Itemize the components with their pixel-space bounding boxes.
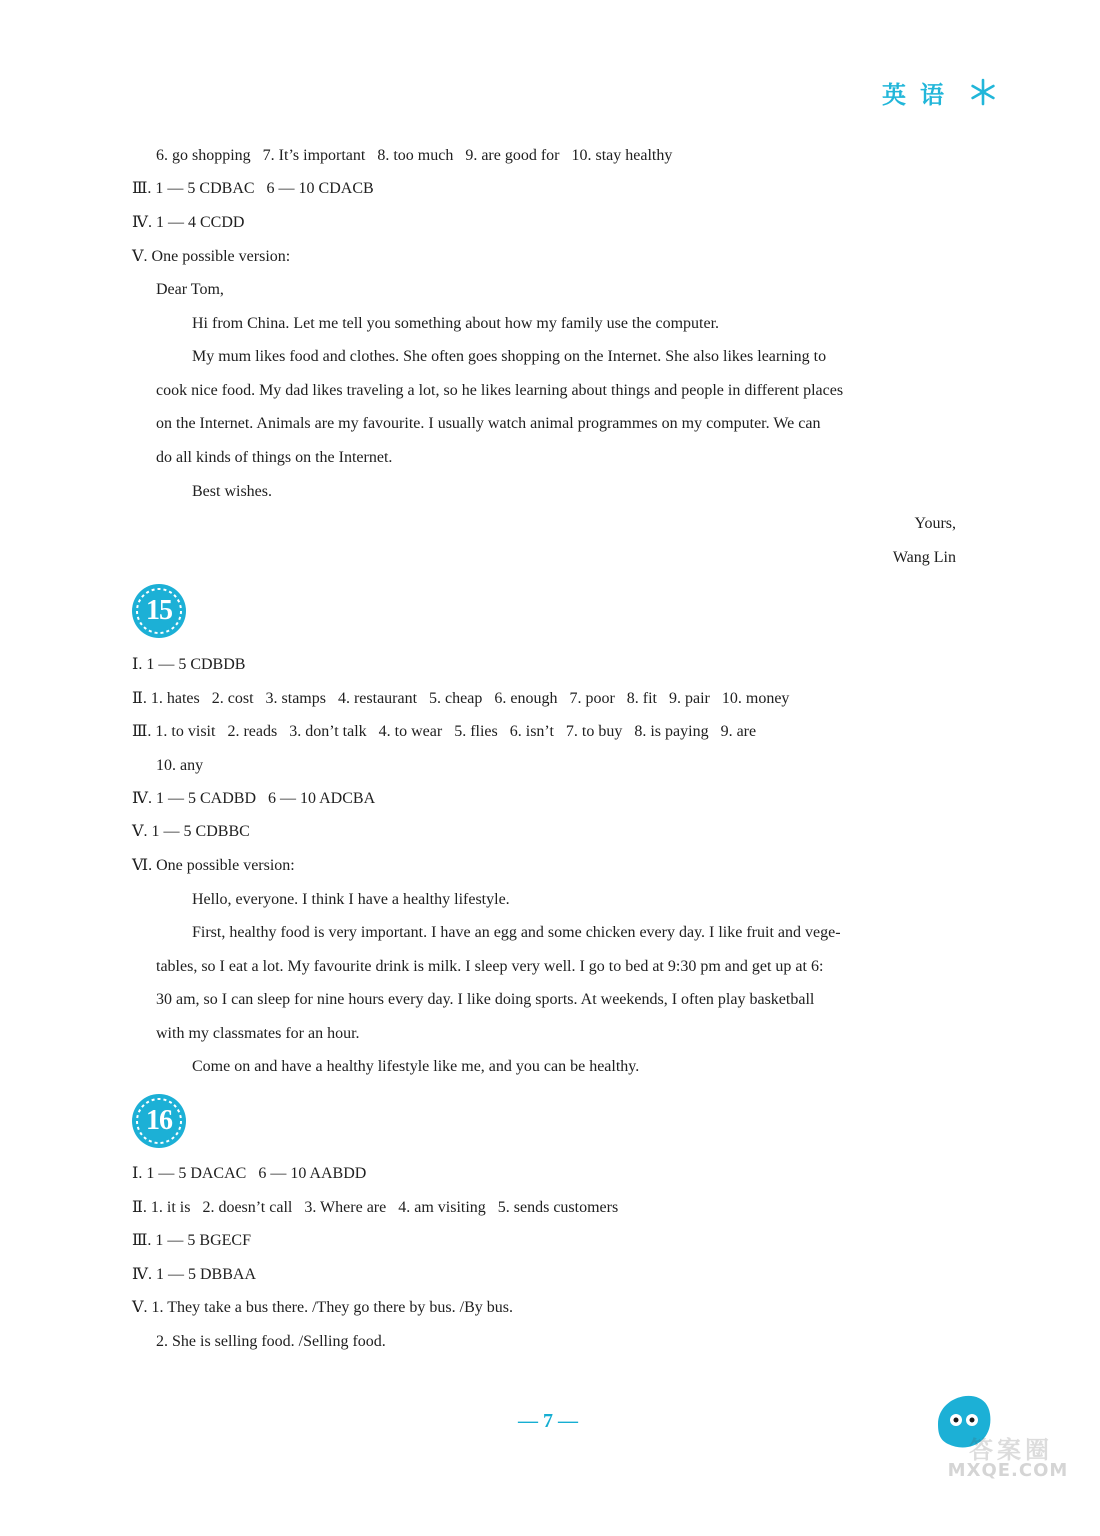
letter-paragraph-2-line-3: on the Internet. Animals are my favourite. I usually watch animal programmes on my computer. We can (156, 415, 821, 432)
s15-answer-i: Ⅰ. 1 — 5 CDBDB (132, 656, 246, 673)
watermark-url: MXQE.COM (947, 1460, 1069, 1481)
s15-essay-line-5: with my classmates for an hour. (156, 1025, 360, 1042)
s15-essay-line-2: First, healthy food is very important. I have an egg and some chicken every day. I like fruit and vege- (192, 924, 841, 941)
s15-answer-iii-line-1: Ⅲ. 1. to visit 2. reads 3. don’t talk 4. to wear 5. flies 6. isn’t 7. to buy 8. is paying 9. are (132, 723, 757, 740)
s15-answer-vi-label: Ⅵ. One possible version: (132, 857, 295, 874)
answer-iv: Ⅳ. 1 — 4 CCDD (132, 214, 245, 231)
answer-v-label: Ⅴ. One possible version: (132, 248, 291, 265)
letter-closing: Best wishes. (192, 483, 272, 500)
s16-answer-iv: Ⅳ. 1 — 5 DBBAA (132, 1266, 256, 1283)
subject-title: 英语 (882, 80, 958, 109)
letter-signature: Wang Lin (892, 549, 956, 566)
s15-essay-line-1: Hello, everyone. I think I have a healthy lifestyle. (192, 891, 510, 908)
page-header (882, 74, 998, 110)
answer-iii: Ⅲ. 1 — 5 CDBAC 6 — 10 CDACB (132, 180, 374, 197)
section-16-number: 16 (146, 1105, 172, 1136)
s16-answer-v-line-1: Ⅴ. 1. They take a bus there. /They go there by bus. /By bus. (132, 1299, 513, 1316)
s16-answer-i: Ⅰ. 1 — 5 DACAC 6 — 10 AABDD (132, 1165, 367, 1182)
letter-paragraph-2-line-4: do all kinds of things on the Internet. (156, 449, 393, 466)
s16-answer-v-line-2: 2. She is selling food. /Selling food. (156, 1333, 386, 1350)
s15-answer-iv: Ⅳ. 1 — 5 CADBD 6 — 10 ADCBA (132, 790, 376, 807)
section-15-badge (130, 582, 188, 640)
s15-answer-v: Ⅴ. 1 — 5 CDBBC (132, 823, 250, 840)
answer-line-6-10: 6. go shopping 7. It’s important 8. too much 9. are good for 10. stay healthy (156, 147, 673, 164)
s16-answer-iii: Ⅲ. 1 — 5 BGECF (132, 1232, 251, 1249)
snowflake-icon (968, 77, 998, 107)
letter-paragraph-1: Hi from China. Let me tell you something about how my family use the computer. (192, 315, 720, 332)
watermark-cn: 答案圈 (969, 1436, 1053, 1464)
letter-yours: Yours, (914, 515, 956, 532)
s15-answer-iii-line-2: 10. any (156, 757, 204, 774)
s15-essay-line-3: tables, so I eat a lot. My favourite drink is milk. I sleep very well. I go to bed at 9:30 pm and get up at 6: (156, 958, 824, 975)
page-number: — 7 — (518, 1410, 578, 1432)
watermark (928, 1384, 1088, 1524)
s15-essay-line-4: 30 am, so I can sleep for nine hours every day. I like doing sports. At weekends, I often play basketball (156, 991, 815, 1008)
section-16-badge (130, 1092, 188, 1150)
letter-paragraph-2-line-2: cook nice food. My dad likes traveling a lot, so he likes learning about things and people in different places (156, 382, 844, 399)
letter-paragraph-2-line-1: My mum likes food and clothes. She often goes shopping on the Internet. She also likes learning to (192, 348, 827, 365)
s16-answer-ii: Ⅱ. 1. it is 2. doesn’t call 3. Where are 4. am visiting 5. sends customers (132, 1199, 619, 1216)
s15-answer-ii: Ⅱ. 1. hates 2. cost 3. stamps 4. restaurant 5. cheap 6. enough 7. poor 8. fit 9. pair 10. money (132, 690, 790, 707)
s15-essay-line-6: Come on and have a healthy lifestyle like me, and you can be healthy. (192, 1058, 640, 1075)
letter-greeting: Dear Tom, (156, 281, 224, 298)
section-15-number: 15 (146, 595, 172, 626)
